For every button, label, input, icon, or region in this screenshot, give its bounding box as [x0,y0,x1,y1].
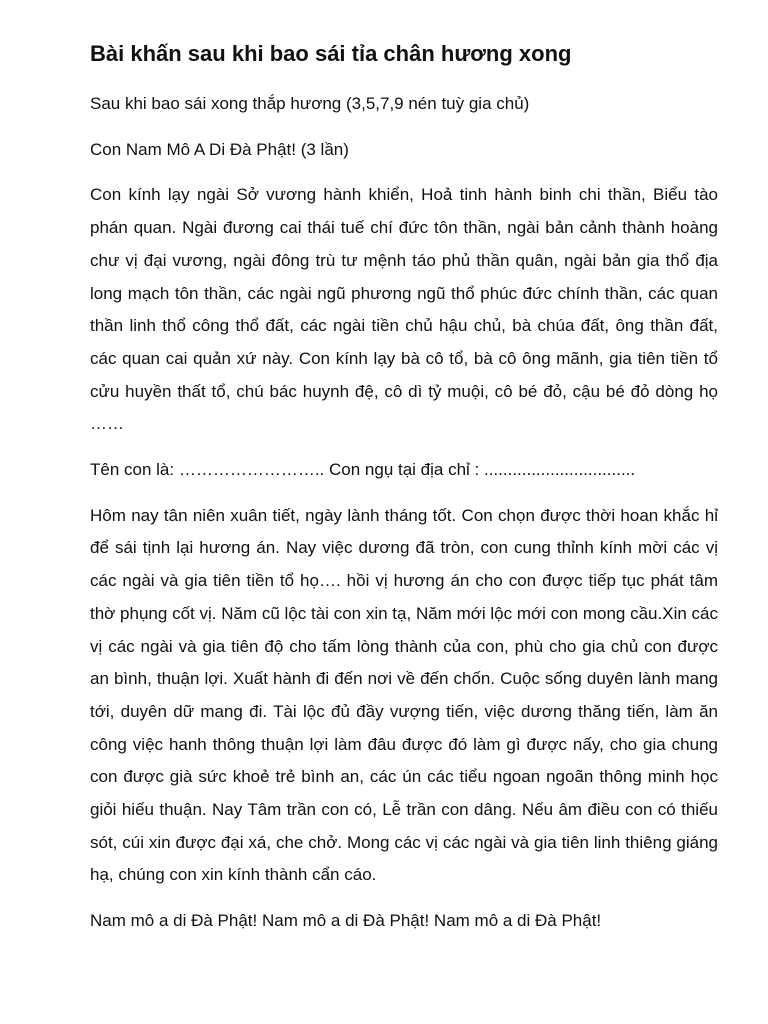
document-page [90,38,718,951]
paragraph-salutation: Con kính lạy ngài Sở vương hành khiển, Hoả tinh hành binh chi thần, Biểu tào phán quan. Ngài đương cai thái tuế chí đức tôn thần, ngài bản cảnh thành hoàng chư vị đại vương, ngài đông trù tư mệnh táo phủ thần quân, ngài bản gia thổ địa long mạch tôn thần, các ngài ngũ phương ngũ thổ phúc đức chính thần, các quan thần linh thổ công thổ đất, các ngài tiền chủ hậu chủ, bà chúa đất, ông thần đất, các quan cai quản xứ này. Con kính lạy bà cô tổ, bà cô ông mãnh, gia tiên tiền tổ cửu huyền thất tổ, chú bác huynh đệ, cô dì tỷ muội, cô bé đỏ, cậu bé đỏ dòng họ …… [90,185,718,434]
paragraph-invocation: Con Nam Mô A Di Đà Phật! (3 lần) [90,139,349,159]
document-title: Bài khấn sau khi bao sái tỉa chân hương xong [90,41,572,66]
paragraph-name-address: Tên con là: …………………….. Con ngụ tại địa chỉ : ................................ [90,460,636,480]
paragraph-prayer-body: Hôm nay tân niên xuân tiết, ngày lành tháng tốt. Con chọn được thời hoan khắc hỉ để sái tịnh lại hương án. Nay việc dương đã tròn, con cung thỉnh kính mời các vị các ngài và gia tiên tiền tổ họ…. hồi vị hương án cho con được tiếp tục phát tâm thờ phụng cốt vị. Năm cũ lộc tài con xin tạ, Năm mới lộc mới con mong cầu.Xin các vị các ngài và gia tiên độ cho tấm lòng thành của con, phù cho gia chủ con được an bình, thuận lợi. Xuất hành đi đến nơi về đến chốn. Cuộc sống duyên lành mang tới, duyên dữ mang đi. Tài lộc đủ đầy vượng tiến, việc dương thăng tiến, làm ăn công việc hanh thông thuận lợi làm đâu được đó làm gì được nấy, cho gia chung con được già sức khoẻ trẻ bình an, các ún các tiểu ngoan ngoãn thông minh học giỏi hiếu thuận. Nay Tâm trần con có, Lễ trần con dâng. Nếu âm điều con có thiếu sót, cúi xin được đại xá, che chở. Mong các vị các ngài và gia tiên linh thiêng giáng hạ, chúng con xin kính thành cẩn cáo. [90,505,718,885]
paragraph-closing: Nam mô a di Đà Phật! Nam mô a di Đà Phật! Nam mô a di Đà Phật! [90,911,602,931]
paragraph-instruction: Sau khi bao sái xong thắp hương (3,5,7,9 nén tuỳ gia chủ) [90,94,530,113]
